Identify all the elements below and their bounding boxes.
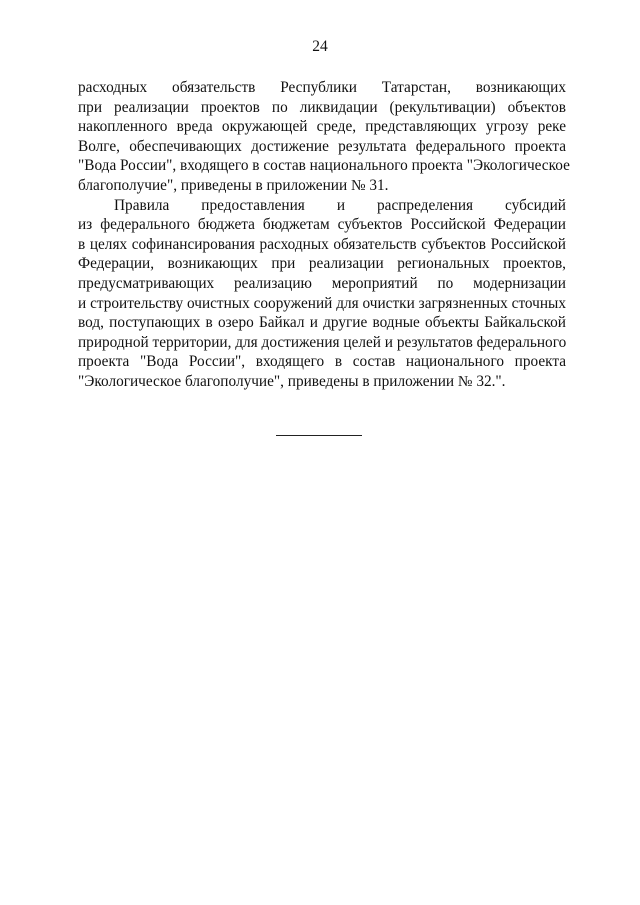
text-line: "Экологическое благополучие", приведены в приложении № 32.". — [78, 372, 506, 390]
text-line: Правила предоставления и распределения субсидий — [114, 196, 566, 214]
text-line: и строительству очистных сооружений для очистки загрязненных сточных — [78, 294, 566, 312]
text-line: "Вода России", входящего в состав национального проекта "Экологическое — [78, 157, 570, 175]
text-line: предусматривающих реализацию мероприятий по модернизации — [78, 274, 566, 292]
document-body — [78, 78, 570, 392]
text-line: расходных обязательств Республики Татарстан, возникающих — [78, 79, 566, 96]
text-line: при реализации проектов по ликвидации (рекультивации) объектов — [78, 98, 566, 116]
paragraph-2 — [78, 196, 566, 392]
text-line: из федерального бюджета бюджетам субъектов Российской Федерации — [78, 216, 566, 234]
page-number: 24 — [312, 38, 328, 55]
text-line: Федерации, возникающих при реализации региональных проектов, — [78, 255, 566, 273]
text-line: вод, поступающих в озеро Байкал и другие водные объекты Байкальской — [78, 314, 566, 332]
text-line: благополучие", приведены в приложении № 31. — [78, 176, 389, 194]
text-line: Волге, обеспечивающих достижение результата федерального проекта — [78, 137, 566, 155]
end-divider-line — [276, 435, 362, 436]
text-line: в целях софинансирования расходных обязательств субъектов Российской — [78, 235, 566, 253]
paragraph-1 — [78, 78, 570, 196]
text-line: накопленного вреда окружающей среде, представляющих угрозу реке — [78, 118, 566, 136]
text-line: проекта "Вода России", входящего в состав национального проекта — [78, 353, 566, 371]
text-line: природной территории, для достижения целей и результатов федерального — [78, 333, 567, 351]
